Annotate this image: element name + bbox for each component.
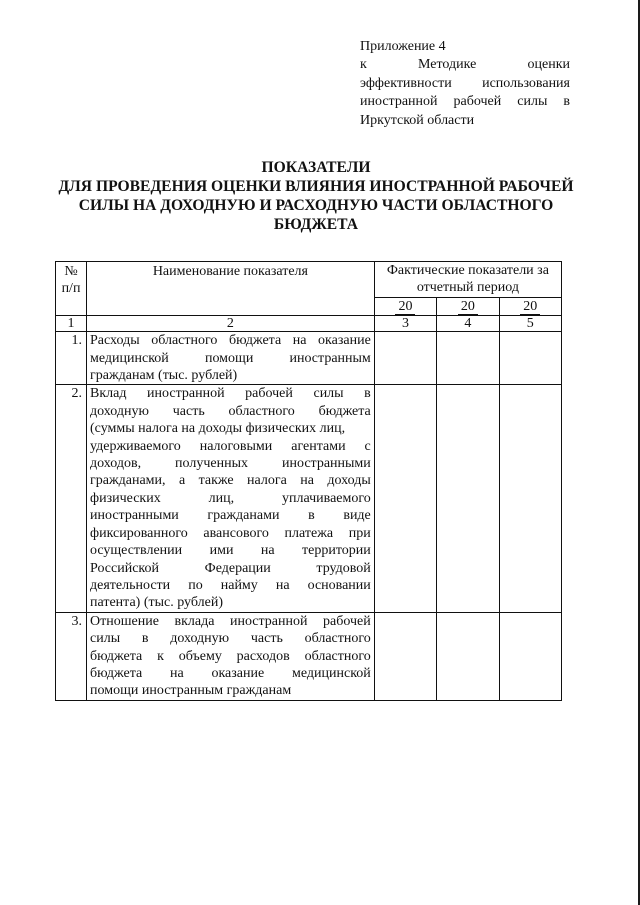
year-label: 20 xyxy=(520,299,540,315)
text-line: силы в доходную часть областного xyxy=(90,631,371,647)
text-line: (суммы налога на доходы физических лиц, xyxy=(90,421,346,437)
index-cell: 1 xyxy=(56,316,87,332)
title-line: ПОКАЗАТЕЛИ xyxy=(261,159,371,176)
index-cell: 4 xyxy=(437,316,499,332)
index-cell: 3 xyxy=(374,316,436,332)
appendix-line: Приложение 4 xyxy=(360,39,446,54)
value-cell[interactable] xyxy=(499,332,561,385)
value-cell[interactable] xyxy=(437,332,499,385)
year-cell xyxy=(374,297,436,315)
value-cell[interactable] xyxy=(374,385,436,612)
text-line: доходов, полученных иностранными xyxy=(90,456,371,472)
value-cell[interactable] xyxy=(499,612,561,700)
index-row xyxy=(56,316,562,332)
table-row xyxy=(56,612,562,700)
value-cell[interactable] xyxy=(499,385,561,612)
text-line: физических лиц, уплачиваемого xyxy=(90,490,371,506)
text-line: Отношение вклада иностранной рабочей xyxy=(90,613,371,629)
text-line: медицинской помощи иностранным xyxy=(90,350,371,366)
value-cell[interactable] xyxy=(437,385,499,612)
row-indicator-name xyxy=(87,612,375,700)
year-label: 20 xyxy=(395,299,415,315)
text-line: бюджета к объему расходов областного xyxy=(90,648,371,664)
text-line: Российской Федерации трудовой xyxy=(90,560,371,576)
row-number: 2. xyxy=(56,385,87,612)
row-indicator-name xyxy=(87,332,375,385)
table-row xyxy=(56,332,562,385)
text-line: гражданам (тыс. рублей) xyxy=(90,368,238,384)
text-line: Вклад иностранной рабочей силы в xyxy=(90,386,371,402)
row-number: 3. xyxy=(56,612,87,700)
title-line: БЮДЖЕТА xyxy=(273,216,359,233)
text-line: гражданами, а также налога на доходы xyxy=(90,473,371,489)
year-label: 20 xyxy=(458,299,478,315)
value-cell[interactable] xyxy=(437,612,499,700)
table-row xyxy=(56,385,562,612)
text-line: бюджета на оказание медицинской xyxy=(90,665,371,681)
row-number: 1. xyxy=(56,332,87,385)
document-title xyxy=(40,158,592,234)
indicators-table xyxy=(55,261,562,701)
text-line: доходную часть областного бюджета xyxy=(90,403,371,419)
header-num xyxy=(56,262,87,316)
appendix-line: Иркутской области xyxy=(360,112,475,128)
year-cell xyxy=(437,297,499,315)
year-cell xyxy=(499,297,561,315)
text-line: фиксированного авансового платежа при xyxy=(90,525,371,541)
header-period: Фактические показатели за отчетный период xyxy=(374,262,561,298)
header-row xyxy=(56,262,562,298)
text-line: иностранными гражданами в виде xyxy=(90,508,371,524)
appendix-line: к Методике оценки xyxy=(360,57,570,73)
text-line: Расходы областного бюджета на оказание xyxy=(90,333,371,349)
text-line: осуществлении ими на территории xyxy=(90,543,371,559)
text-line: патента) (тыс. рублей) xyxy=(90,595,223,611)
appendix-line: иностранной рабочей силы в xyxy=(360,94,570,110)
row-indicator-name xyxy=(87,385,375,612)
value-cell[interactable] xyxy=(374,612,436,700)
value-cell[interactable] xyxy=(374,332,436,385)
header-name: Наименование показателя xyxy=(87,262,375,316)
index-cell: 5 xyxy=(499,316,561,332)
text-line: деятельности по найму на основании xyxy=(90,577,371,593)
title-line: ДЛЯ ПРОВЕДЕНИЯ ОЦЕНКИ ВЛИЯНИЯ ИНОСТРАННОЙ РАБОЧЕЙ xyxy=(58,178,574,195)
appendix-note xyxy=(360,38,570,130)
text-line: помощи иностранным гражданам xyxy=(90,683,292,699)
title-line: СИЛЫ НА ДОХОДНУЮ И РАСХОДНУЮ ЧАСТИ ОБЛАСТНОГО xyxy=(78,197,554,214)
text-line: удерживаемого налоговыми агентами с xyxy=(90,438,371,454)
index-cell: 2 xyxy=(87,316,375,332)
appendix-line: эффективности использования xyxy=(360,75,570,91)
header-num-label: № п/п xyxy=(61,264,81,297)
